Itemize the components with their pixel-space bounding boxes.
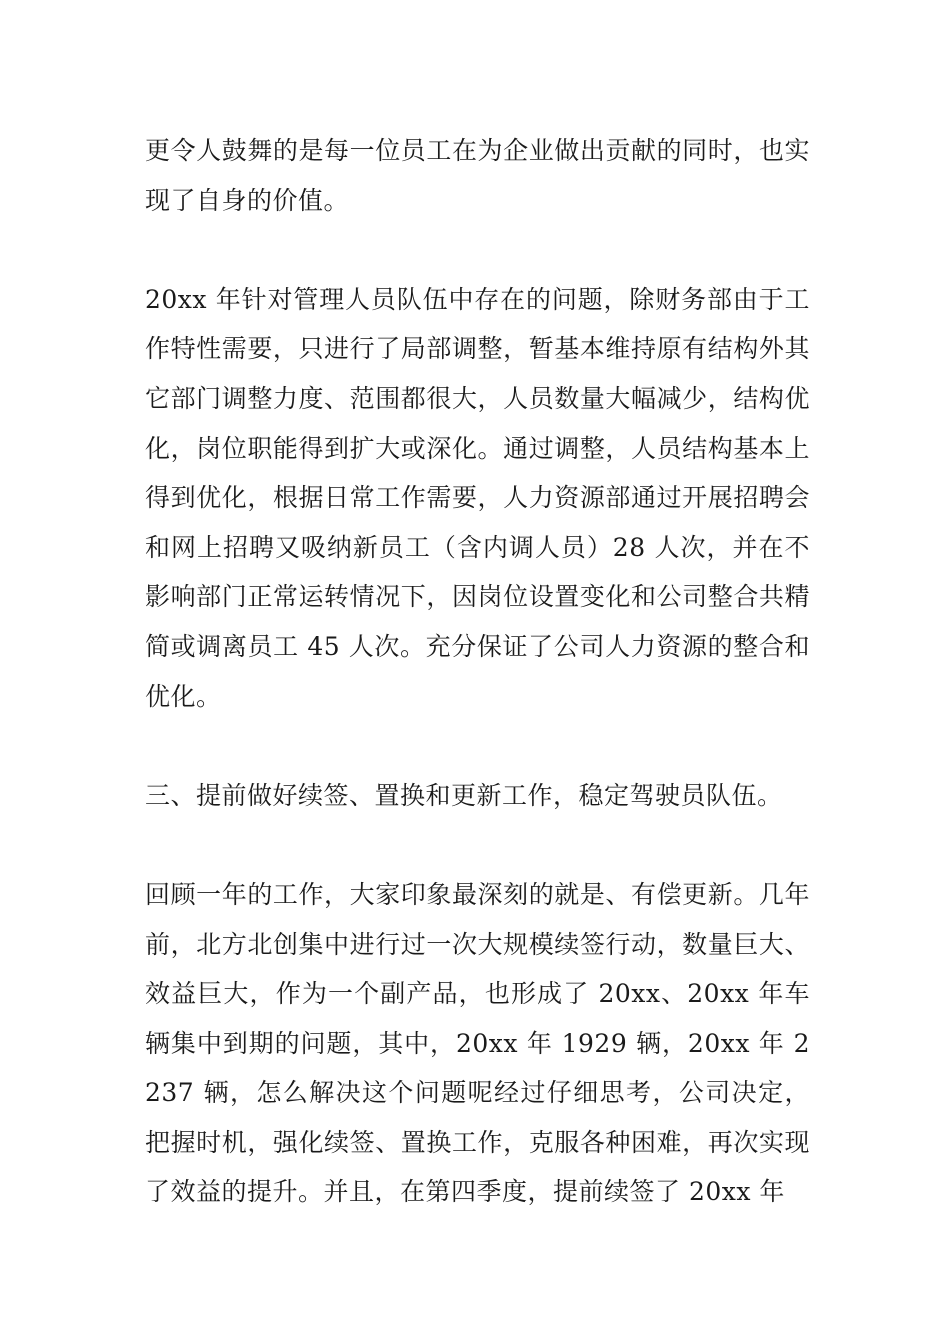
- section-heading-3: 三、提前做好续签、置换和更新工作，稳定驾驶员队伍。: [145, 780, 783, 810]
- paragraph-2: 20xx 年针对管理人员队伍中存在的问题，除财务部由于工作特性需要，只进行了局部调整，暂基本维持原有结构外其它部门调整力度、范围都很大，人员数量大幅减少，结构优化，岗位职能得到扩大或深化。通过调整，人员结构基本上得到优化，根据日常工作需要，人力资源部通过开展招聘会和网上招聘又吸纳新员工（含内调人员）28 人次，并在不影响部门正常运转情况下，因岗位设置变化和公司整合共精简或调离员工 45 人次。充分保证了公司人力资源的整合和优化。: [145, 284, 810, 711]
- paragraph-4: 回顾一年的工作，大家印象最深刻的就是、有偿更新。几年前，北方北创集中进行过一次大规模续签行动，数量巨大、效益巨大，作为一个副产品，也形成了 20xx、20xx 年车辆集中到期的问题，其中，20xx 年 1929 辆，20xx 年 2237 辆，怎么解决这个问题呢经过仔细思考，公司决定，把握时机，强化续签、置换工作，克服各种困难，再次实现了效益的提升。并且，在第四季度，提前续签了 20xx 年: [145, 879, 810, 1207]
- document-body: [145, 126, 810, 1217]
- paragraph-1: 更令人鼓舞的是每一位员工在为企业做出贡献的同时，也实现了自身的价值。: [145, 136, 810, 215]
